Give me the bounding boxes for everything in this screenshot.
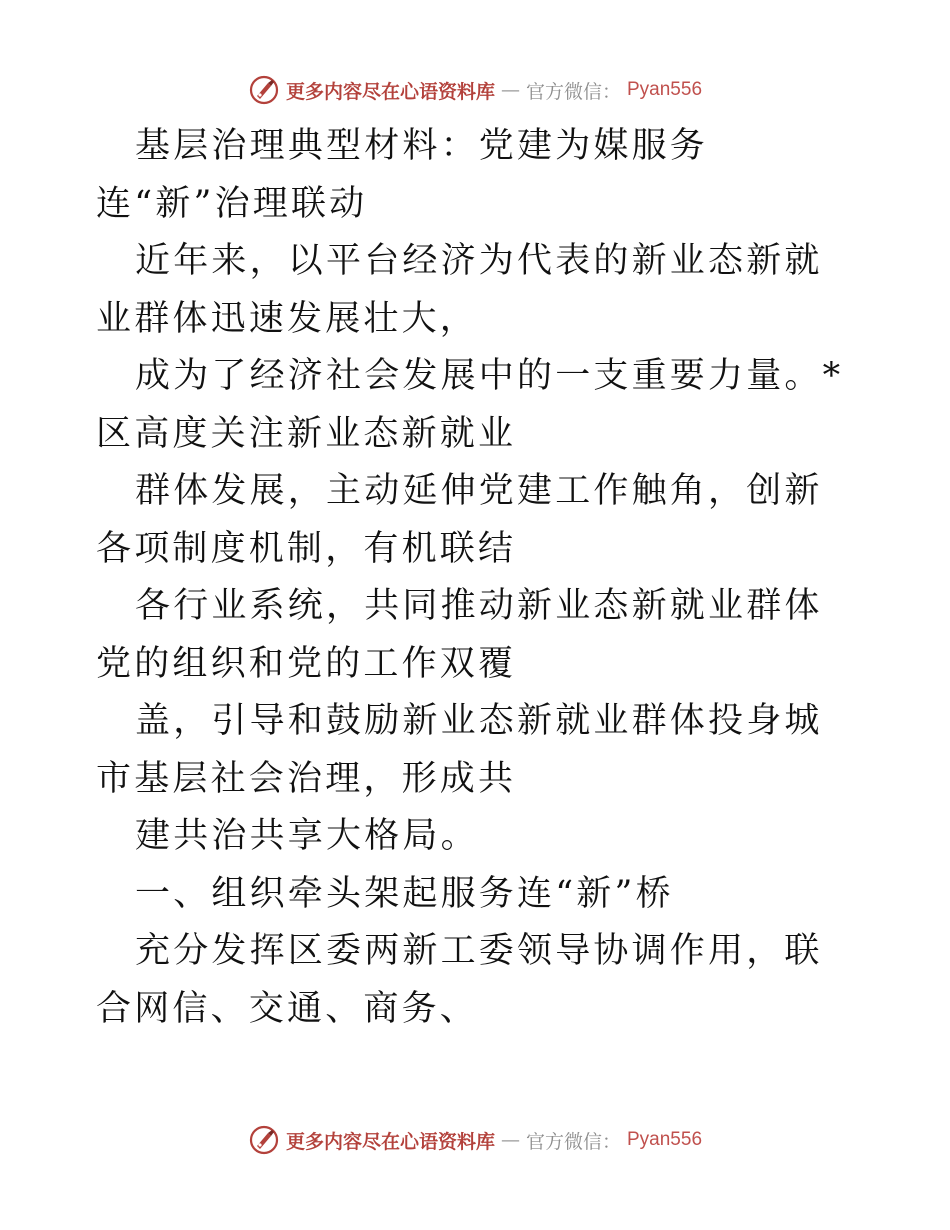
watermark-group [248,74,702,106]
watermark-wechat-id: Pyan556 [627,79,703,100]
watermark-site-text: 更多内容尽在心语资料库 [285,1130,495,1153]
paragraph: 建共治共享大格局。 [135,816,479,856]
document-body [96,118,856,1038]
pen-nib-logo-icon [248,1124,280,1156]
document-title: 基层治理典型材料：党建为媒服务连“新”治理联动 [96,126,709,224]
watermark-site-text: 更多内容尽在心语资料库 [285,80,495,103]
paragraph: 各行业系统，共同推动新业态新就业群体党的组织和党的工作双覆 [96,586,823,684]
watermark-wechat-id: Pyan556 [627,1129,703,1150]
footer-watermark [0,1120,950,1160]
watermark-group [248,1124,702,1156]
watermark-wechat-label: 官方微信： [525,1130,621,1153]
watermark-separator: — [500,1129,520,1151]
watermark-wechat-label: 官方微信： [525,80,621,103]
section-heading: 一、组织牵头架起服务连“新”桥 [135,873,674,914]
paragraph: 近年来，以平台经济为代表的新业态新就业群体迅速发展壮大， [96,241,823,339]
paragraph: 成为了经济社会发展中的一支重要力量。*区高度关注新业态新就业 [96,356,844,454]
watermark-separator: — [500,79,520,101]
paragraph: 群体发展，主动延伸党建工作触角，创新各项制度机制，有机联结 [96,471,823,569]
paragraph: 充分发挥区委两新工委领导协调作用，联合网信、交通、商务、 [96,931,823,1029]
paragraph: 盖，引导和鼓励新业态新就业群体投身城市基层社会治理，形成共 [96,701,823,799]
pen-nib-logo-icon [248,74,280,106]
header-watermark [0,70,950,110]
